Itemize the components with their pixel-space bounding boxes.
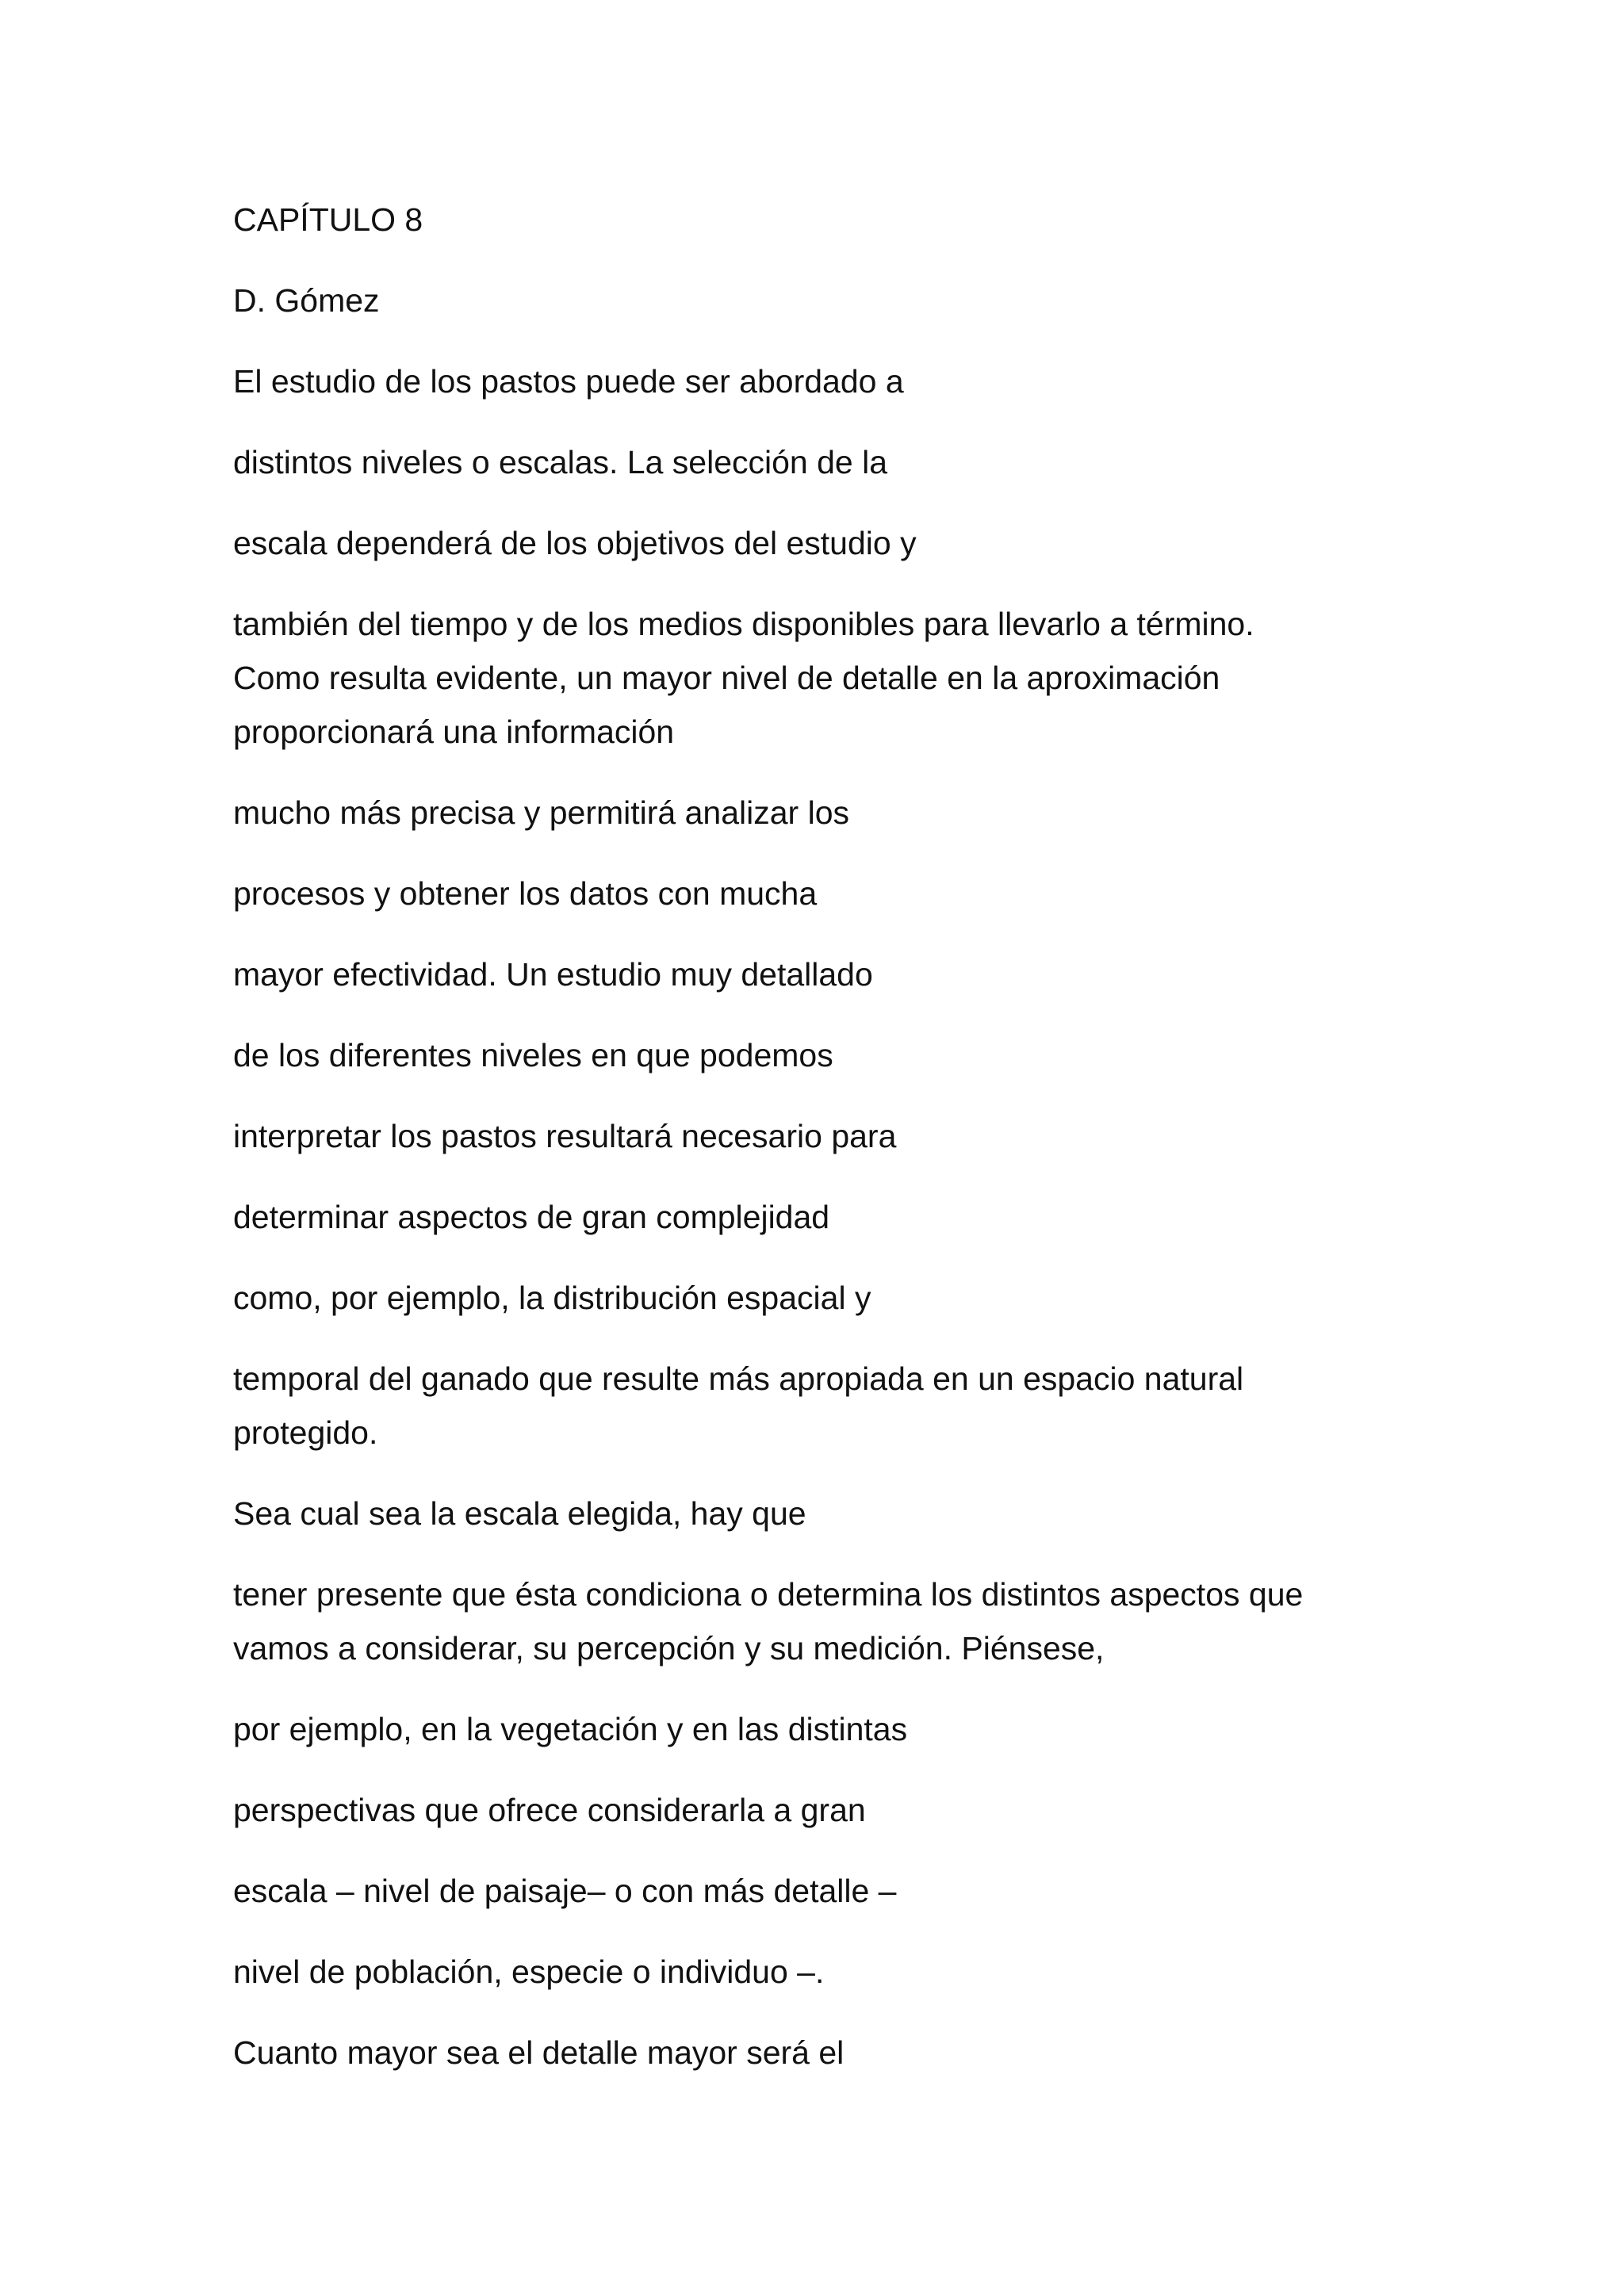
paragraph: escala dependerá de los objetivos del estudio y	[233, 525, 917, 561]
paragraph: temporal del ganado que resulte más apropiada en un espacio natural protegido.	[233, 1360, 1244, 1451]
paragraph: como, por ejemplo, la distribución espacial y	[233, 1280, 871, 1316]
paragraph: interpretar los pastos resultará necesario para	[233, 1118, 897, 1154]
paragraph: por ejemplo, en la vegetación y en las distintas	[233, 1711, 908, 1747]
paragraph: determinar aspectos de gran complejidad	[233, 1199, 830, 1235]
paragraph: de los diferentes niveles en que podemos	[233, 1037, 833, 1073]
paragraph: mayor efectividad. Un estudio muy detallado	[233, 956, 873, 993]
paragraph: tener presente que ésta condiciona o determina los distintos aspectos que vamos a considerar, su percepción y su medición. Piénsese,	[233, 1576, 1304, 1667]
paragraph: El estudio de los pastos puede ser abordado a	[233, 363, 904, 400]
author-line: D. Gómez	[233, 282, 380, 319]
paragraph: mucho más precisa y permitirá analizar los	[233, 794, 849, 831]
paragraph: escala – nivel de paisaje– o con más detalle –	[233, 1873, 897, 1909]
paragraph: Sea cual sea la escala elegida, hay que	[233, 1495, 806, 1532]
document-body	[233, 193, 1470, 2080]
chapter-heading: CAPÍTULO 8	[233, 201, 423, 238]
paragraph: Cuanto mayor sea el detalle mayor será el	[233, 2034, 845, 2071]
paragraph: distintos niveles o escalas. La selección de la	[233, 444, 888, 480]
paragraph: procesos y obtener los datos con mucha	[233, 875, 818, 912]
paragraph: nivel de población, especie o individuo –.	[233, 1954, 825, 1990]
paragraph: perspectivas que ofrece considerarla a gran	[233, 1792, 866, 1828]
paragraph: también del tiempo y de los medios disponibles para llevarlo a término. Como resulta evidente, un mayor nivel de detalle en la aproximación proporcionará una información	[233, 606, 1254, 750]
